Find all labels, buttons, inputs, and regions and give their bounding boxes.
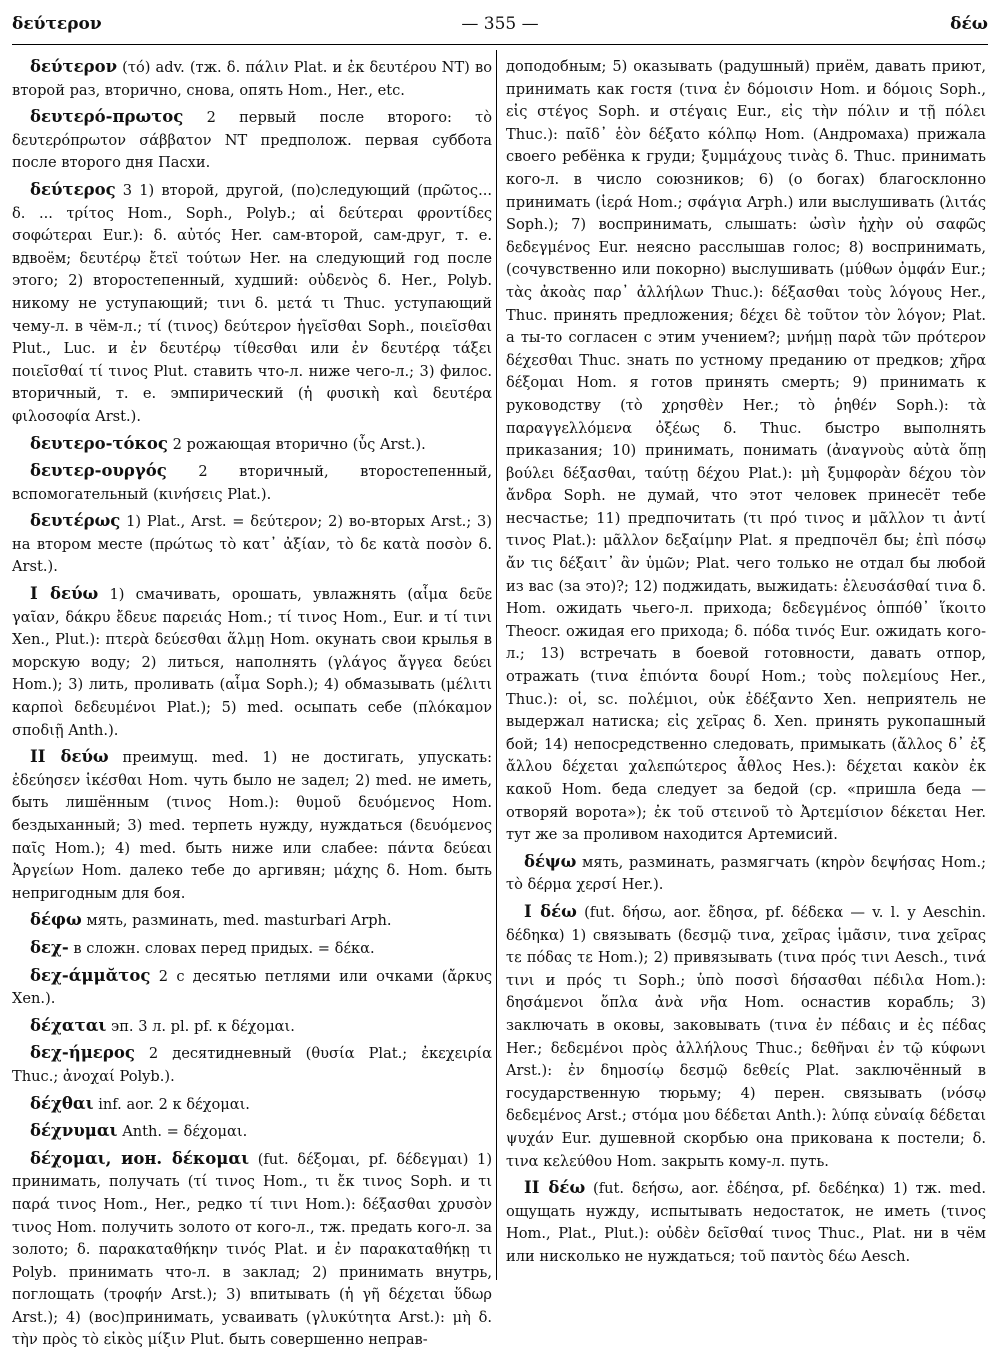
dictionary-entry: δευτερό-πρωτος 2 первый после второго: τὸ δευτερόπρωτον σάββατον NT предполож. первая суббота после второго дня Пасхи.	[12, 107, 492, 172]
left-column	[12, 56, 492, 1352]
dictionary-entry: II δέω (fut. δεήσω, aor. ἐδέησα, pf. δεδέηκα) 1) тж. med. ощущать нужду, испытывать недостаток, не иметь (τινος Hom., Plat., Plut.): οὐδὲν δεῖσθαί τινος Thuc., Plat. ни в чём или нисколько не нуждаться; τοῦ παντὸς δέω Aesch.	[506, 1178, 987, 1265]
dictionary-entry-continuation: доподобным; 5) оказывать (радушный) приём, давать приют, принимать как гостя (τινα ἐν δόμοισιν Hom. и δόμοις Soph., εἰς στέγος Soph. и στέγαις Eur., εἰς τὴν πόλιν и τῇ πόλει Thuc.): παῖδ᾽ ἑὸν δέξατο κόλπῳ Hom. (Андромаха) прижала своего ребёнка к груди; ξυμμάχους τινὰς δ. Thuc. принимать кого-л. в число союзников; 6) (о богах) благосклонно принимать (ἱερά Hom.; σφάγια Arph.) или выслушивать (λιτάς Soph.); 7) воспринимать, слышать: ὠσὶν ἠχὴν οὐ σαφῶς δεδεγμένος Eur. неясно расслышав голос; 8) воспринимать, (сочувственно или покорно) выслушивать (μύθων ὀμφάν Eur.; τὰς ἀκοὰς παρ᾽ ἀλλήλων Thuc.): δέξασθαι τοὺς λόγους Her., Thuc. принять предложения; δέχει δὲ τοῦτον τὸν λόγον; Plat. а ты-то согласен с этим учением?; μνήμῃ παρὰ τῶν πρότερον δέχεσθαι Thuc. знать по устному преданию от предков; χῆρα δέξομαι Hom. я готов принять смерть; 9) принимать к руководству (τὸ χρησθὲν Her.; τὸ ῥηθέν Soph.): τὰ παραγγελλόμενα ὀξέως δ. Thuc. быстро выполнять приказания; 10) принимать, понимать (ἀναγνοὺς αὐτὰ ὅπῃ βούλει δέξασθαι, ταύτῃ δέχου Plat.): μὴ ξυμφορὰν δέχου τὸν ἄνδρα Soph. не думай, что этот человек принесёт тебе несчастье; 11) предпочитать (τι πρό τινος и μᾶλλον τι ἀντί τινος Plat.): μᾶλλον δεξαίμην Plat. я предпочёл бы; ἐπὶ πόσῳ ἄν τις δέξαιτ᾽ ἂν ὑμῶν; Plat. чего только не отдал бы любой из вас (за это)?; 12) поджидать, выжидать: ἐλευσάσθαί τινα δ. Hom. ожидать чьего-л. прихода; δεδεγμένος ὁππόθ᾽ ἵκοιτο Theocr. ожидая его прихода; δ. πόδα τινός Eur. ожидать кого-л.; 13) встречать в боевой готовности, давать отпор, отражать (τινα ἐπιόντα δουρί Hom.; τοὺς πολεμίους Her., Thuc.): οἱ, sc. πολέμιοι, οὐκ ἐδέξαντο Xen. неприятель не выдержал натиска; εἰς χεῖρας δ. Xen. принять рукопашный бой; 14) непосредственно следовать, примыкать (ἄλλος δ᾽ ἐξ ἄλλου δέχεται χαλεπώτερος ἆθλος Hes.): δέχεται κακὸν ἐκ κακοῦ Hom. беда следует за бедой (ср. «пришла беда — отворяй ворота»); ἐκ τοῦ στεινοῦ τὸ Ἀρτεμίσιον δέκεται Her. тут же за проливом находится Артемисий.	[506, 58, 986, 844]
running-head-right: δέω	[950, 14, 988, 34]
column-divider	[496, 50, 497, 1280]
dictionary-entry: δέφω мять, разминать, med. masturbari Arph.	[30, 910, 392, 930]
right-column	[506, 56, 986, 1268]
dictionary-entry: δεχ-ήμερος 2 десятидневный (θυσία Plat.; ἐκεχειρία Thuc.; ἀνοχαί Polyb.).	[12, 1043, 493, 1085]
dictionary-entry: δέχαται эп. 3 л. pl. pf. к δέχομαι.	[30, 1015, 295, 1035]
dictionary-entry: δεχ- в сложн. словах перед придых. = δέκα.	[30, 937, 375, 957]
dictionary-entry: δευτερο-τόκος 2 рожающая вторично (ὗς Arst.).	[30, 433, 426, 453]
page-header	[12, 10, 988, 40]
dictionary-entry: I δεύω 1) смачивать, орошать, увлажнять (αἷμα δεῦε γαῖαν, δάκρυ ἔδευε παρειάς Hom.; τί τινος Hom., Eur. и τί τινι Xen., Plut.): πτερὰ δεύεσθαι ἅλμῃ Hom. окунать свои крылья в морскую воду; 2) литься, наполнять (γλάγος ἄγγεα δεύει Hom.); 3) лить, проливать (αἷμα Soph.); 4) обмазывать (μέλιτι καρποὶ δεδευμένοι Plat.); 5) med. осыпать себе (πλόκαμον σποδιῇ Anth.).	[12, 584, 493, 739]
dictionary-entry: δευτερ-ουργός 2 вторичный, второстепенный, вспомогательный (κινήσεις Plat.).	[12, 461, 493, 503]
dictionary-entry: δέχομαι, ион. δέκομαι (fut. δέξομαι, pf. δέδεγμαι) 1) принимать, получать (τί τινος Hom., τι ἔκ τινος Soph. и τι παρά τινος Hom., Her., редко τί τινι Hom.): δέξασθαι χρυσὸν τινος Hom. получить золото от кого-л., тж. предать кого-л. за золото; δ. παρακαταθήκην τινός Plat. и ἐν παρακαταθήκῃ τι Polyb. принимать что-л. в заклад; 2) принимать внутрь, поглощать (τροφήν Arst.); 3) впитывать (ἡ γῆ δέχεται ὕδωρ Arst.); 4) (вос)принимать, усваивать (γλυκύτητα Arst.): μὴ δ. τὴν πρὸς τὸ εἰκὸς μίξιν Plut. быть совершенно неправ-	[12, 1148, 493, 1349]
dictionary-entry: δέχνυμαι Anth. = δέχομαι.	[30, 1121, 248, 1141]
dictionary-entry: δεύτερος 3 1) второй, другой, (по)следующий (πρῶτος... δ. ... τρίτος Hom., Soph., Polyb.; αἱ δεύτεραι φροντίδες σοφώτεραι Eur.): δ. αὐτός Her. сам-второй, сам-друг, т. е. вдвоём; δευτέρῳ ἔτεϊ τούτων Her. на следующий год после этого; 2) второстепенный, худший: οὐδενὸς δ. Her., Polyb. никому не уступающий; τινι δ. μετά τι Thuc. уступающий чему-л. в чём-л.; τί (τινος) δεύτερον ἡγεῖσθαι Soph., ποιεῖσθαι Plut., Luc. и ἐν δευτέρῳ τίθεσθαι или ἐν δευτέρᾳ τάξει ποιεῖσθαί τί τινος Plut. ставить что-л. ниже чего-л.; 3) филос. вторичный, т. е. эмпирический (ἡ φυσικὴ καὶ δευτέρα φιλοσοφία Arst.).	[12, 179, 492, 425]
running-head-left: δεύτερον	[12, 14, 102, 34]
dictionary-entry: II δεύω преимущ. med. 1) не достигать, упускать: ἐδεύησεν ἱκέσθαι Hom. чуть было не задел; 2) med. не иметь, быть лишённым (τινος Hom.): θυμοῦ δευόμενος Hom. бездыханный; 3) med. терпеть нужду, нуждаться (δευόμενος παῖς Hom.); 4) med. быть ниже или слабее: πάντα δεύεαι Ἀργείων Hom. далеко тебе до аргивян; μάχης δ. Hom. быть непригодным для боя.	[12, 747, 492, 902]
dictionary-entry: δεχ-άμμᾰτος 2 с десятью петлями или очками (ἄρκυς Xen.).	[12, 965, 492, 1008]
dictionary-entry: δέψω мять, разминать, размягчать (κηρὸν δεψήσας Hom.; τὸ δέρμα χερσί Her.).	[506, 851, 986, 894]
dictionary-entry: δεύτερον (τό) adv. (тж. δ. πάλιν Plat. и ἐκ δευτέρου NT) во второй раз, вторично, снова, опять Hom., Her., etc.	[12, 57, 492, 99]
page-number: — 355 —	[461, 14, 539, 34]
dictionary-entry: I δέω (fut. δήσω, aor. ἔδησα, pf. δέδεκα — v. l. у Aeschin. δέδηκα) 1) связывать (δεσμῷ τινα, χεῖρας ἱμᾶσιν, τινα χεῖρας τε πόδας τε Hom.); 2) привязывать (τινα πρός τινι Aesch., τινά τινι и πρός τι Soph.; ὑπὸ ποσσὶ δήσασθαι πέδιλα Hom.): δησάμενοι ὅπλα ἀνὰ νῆα Hom. оснастив корабль; 3) заключать в оковы, заковывать (τινα ἐν πέδαις и ἐς πέδας Her.; δεδεμένοι πρὸς ἀλλήλους Thuc.; δεθῆναι ἐν τῷ κύφωνι Arst.): ἐν δημοσίῳ δεσμῷ δεθείς Plat. заключённый в государственную тюрьму; 4) перен. связывать (νόσῳ δεδεμένος Arst.; στόμα μου δέδεται Anth.): λύπᾳ εὐναίᾳ δέδεται ψυχάν Eur. душевной скорбью она прикована к постели; δ. τινα κελεύθου Hom. закрыть кому-л. путь.	[506, 901, 986, 1170]
dictionary-entry: δέχθαι inf. aor. 2 к δέχομαι.	[30, 1093, 250, 1113]
dictionary-entry: δευτέρως 1) Plat., Arst. = δεύτερον; 2) во-вторых Arst.; 3) на втором месте (πρώτως τὸ κατ᾽ ἀξίαν, τὸ δε κατὰ ποσὸν δ. Arst.).	[12, 511, 492, 576]
header-rule	[12, 44, 988, 45]
